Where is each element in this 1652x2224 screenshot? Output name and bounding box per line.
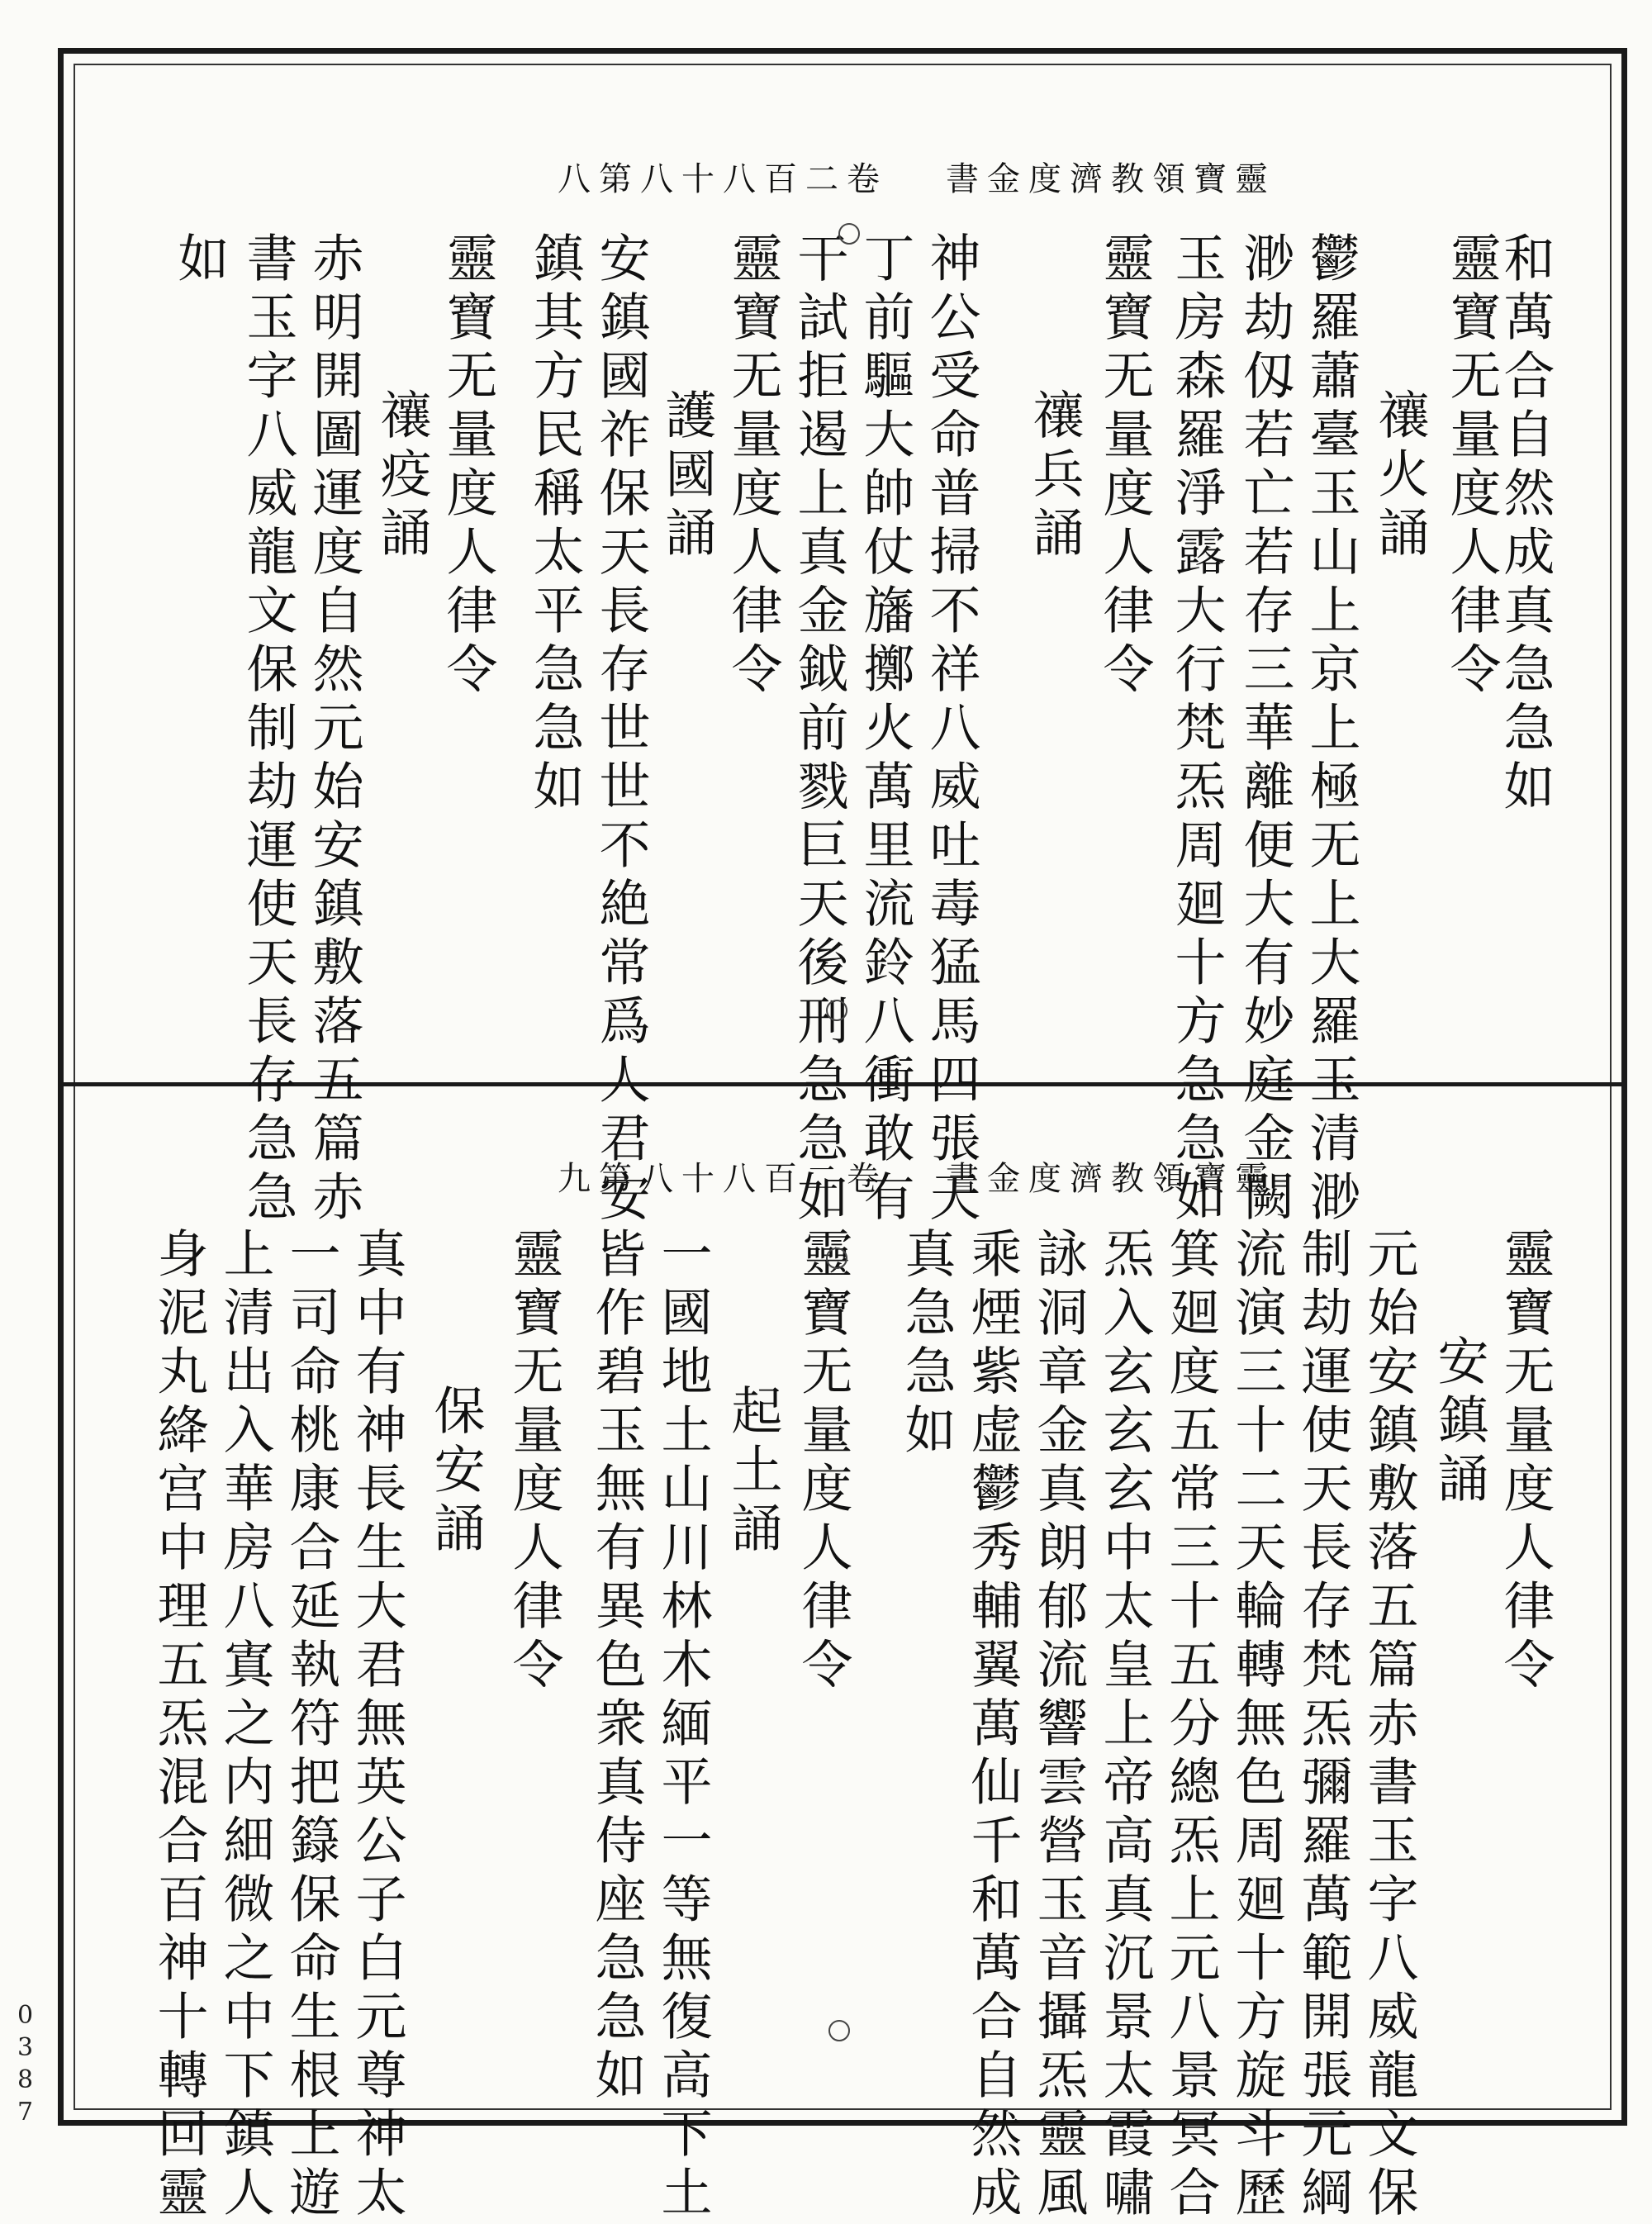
bottom-header (558, 1152, 1276, 1200)
text-column: 禳兵誦 (1024, 388, 1085, 564)
binding-hole (828, 2020, 850, 2041)
text-column: 鬱羅蕭臺玉山上京上極无上大羅玉清渺 (1301, 231, 1361, 1228)
bottom-header-volume: 卷二百八十八第九 (558, 1160, 888, 1198)
text-column: 護國誦 (657, 388, 717, 564)
text-column: 書玉字八威龍文保制劫運使天長存急急 (238, 231, 298, 1228)
text-column: 靈寶无量度人律令 (504, 1227, 564, 1696)
text-column: 真中有神長生大君無英公子白元尊神太 (347, 1227, 407, 2224)
text-column: 一司命桃康合延執符把籙保命生根上遊 (281, 1227, 341, 2224)
text-column: 禳火誦 (1370, 388, 1430, 564)
text-column: 真急急如 (896, 1227, 957, 1461)
top-header-volume: 卷二百八十八第八 (558, 160, 888, 198)
text-column: 靈寶无量度人律令 (1441, 231, 1502, 701)
text-column: 身泥丸絳宫中理五炁混合百神十轉回靈 (149, 1227, 209, 2224)
text-column: 和萬合自然成真急急如 (1495, 231, 1555, 818)
text-column: 鎮其方民稱太平急急如 (525, 231, 585, 818)
text-column: 一國地土山川林木緬平一等無復高下土 (653, 1227, 713, 2224)
text-column: 靈寶无量度人律令 (1094, 231, 1155, 701)
binding-hole (826, 1000, 847, 1021)
text-column: 制劫運使天長存梵炁彌羅萬範開張元綱 (1293, 1227, 1353, 2224)
text-column: 安鎮國祚保天長存世世不絶常爲人君安 (591, 231, 651, 1228)
text-column: 靈寶无量度人律令 (1495, 1227, 1555, 1696)
bottom-header-title: 靈寶領教濟度金書 (946, 1160, 1276, 1198)
text-column: 如 (169, 231, 230, 290)
text-column: 炁入玄玄玄中太皇上帝高真沉景太霞嘯 (1094, 1227, 1155, 2224)
text-column: 赤明開圖運度自然元始安鎮敷落五篇赤 (304, 231, 364, 1228)
text-column: 元始安鎮敷落五篇赤書玉字八威龍文保 (1359, 1227, 1419, 2224)
text-column: 保安誦 (425, 1384, 486, 1560)
text-column: 起土誦 (723, 1384, 783, 1560)
text-column: 安鎮誦 (1429, 1334, 1489, 1510)
top-header (558, 153, 1276, 200)
text-column: 渺劫仭若亡若存三華離便大有妙庭金闕 (1235, 231, 1295, 1228)
binding-hole (826, 1247, 847, 1269)
text-column: 詠洞章金真朗郁流響雲營玉音攝炁靈風 (1028, 1227, 1089, 2224)
text-column: 禳疫誦 (372, 388, 432, 564)
text-column: 神公受命普掃不祥八威吐毒猛馬四張天 (921, 231, 981, 1228)
text-column: 丁前驅大帥仗旛擲火萬里流鈴八衝敢有 (855, 231, 915, 1228)
text-column: 靈寶无量度人律令 (723, 231, 783, 701)
text-column: 箕廻度五常三十五分總炁上元八景冥合 (1161, 1227, 1221, 2224)
text-column: 皆作碧玉無有異色衆真侍座急急如 (586, 1227, 647, 2107)
text-column: 乘煙紫虚鬱秀輔翼萬仙千和萬合自然成 (962, 1227, 1023, 2224)
text-column: 靈寶无量度人律令 (793, 1227, 853, 1696)
bottom-page (78, 1103, 1607, 2224)
text-column: 玉房森羅淨露大行梵炁周廻十方急急如 (1166, 231, 1227, 1228)
page-number: 0387 (11, 2001, 40, 2130)
text-column: 上清出入華房八寘之内細微之中下鎮人 (215, 1227, 275, 2224)
text-column: 靈寶无量度人律令 (438, 231, 498, 701)
binding-hole (838, 223, 860, 245)
text-column: 流演三十二天輪轉無色周廻十方旋斗歷 (1227, 1227, 1287, 2224)
text-column: 干試拒遏上真金鉞前戮巨天後刑急急如 (789, 231, 849, 1228)
top-header-title: 靈寶領教濟度金書 (946, 160, 1276, 198)
